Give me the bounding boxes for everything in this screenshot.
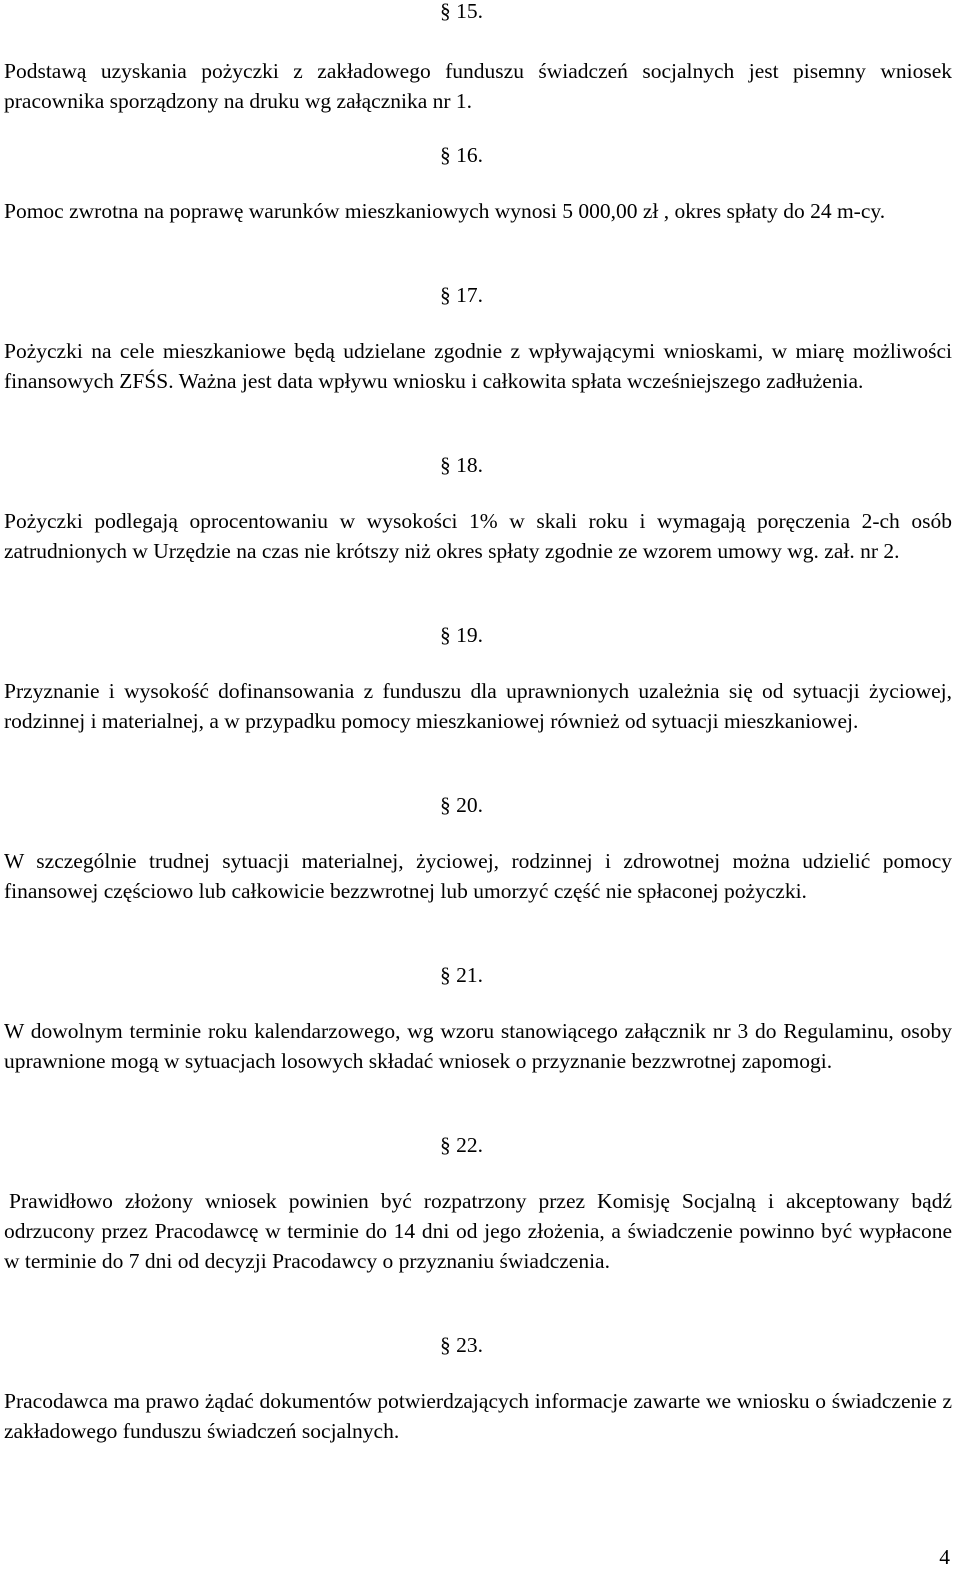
section-text-18: Pożyczki podlegają oprocentowaniu w wysokości 1% w skali roku i wymagają poręczenia 2-ch osób zatrudnionych w Urzędzie na czas nie krótszy niż okres spłaty zgodnie ze wzorem umowy wg. zał. nr 2. [4, 509, 952, 563]
page-number: 4 [939, 1545, 950, 1569]
section-text-20: W szczególnie trudnej sytuacji materialnej, życiowej, rodzinnej i zdrowotnej można udzielić pomocy finansowej częściowo lub całkowicie bezzwrotnej lub umorzyć część nie spłaconej pożyczki. [4, 849, 952, 903]
section-heading-19: § 19. [440, 623, 483, 647]
section-text-22: Prawidłowo złożony wniosek powinien być rozpatrzony przez Komisję Socjalną i akceptowany bądź odrzucony przez Pracodawcę w terminie do 14 dni od jego złożenia, a świadczenie powinno być wypłacone w terminie do 7 dni od decyzji Pracodawcy o przyznaniu świadczenia. [4, 1189, 952, 1273]
section-text-17: Pożyczki na cele mieszkaniowe będą udzielane zgodnie z wpływającymi wnioskami, w miarę możliwości finansowych ZFŚS. Ważna jest data wpływu wniosku i całkowita spłata wcześniejszego zadłużenia. [4, 339, 952, 393]
section-heading-15: § 15. [440, 0, 483, 23]
section-heading-21: § 21. [440, 963, 483, 987]
section-heading-17: § 17. [440, 283, 483, 307]
section-heading-20: § 20. [440, 793, 483, 817]
section-heading-23: § 23. [440, 1333, 483, 1357]
section-heading-22: § 22. [440, 1133, 483, 1157]
section-text-19: Przyznanie i wysokość dofinansowania z funduszu dla uprawnionych uzależnia się od sytuacji życiowej, rodzinnej i materialnej, a w przypadku pomocy mieszkaniowej również od sytuacji mieszkaniowej. [4, 679, 952, 733]
section-text-15: Podstawą uzyskania pożyczki z zakładowego funduszu świadczeń socjalnych jest pisemny wniosek pracownika sporządzony na druku wg załącznika nr 1. [4, 59, 952, 113]
section-text-16: Pomoc zwrotna na poprawę warunków mieszkaniowych wynosi 5 000,00 zł , okres spłaty do 24 m-cy. [4, 199, 886, 223]
section-text-21: W dowolnym terminie roku kalendarzowego, wg wzoru stanowiącego załącznik nr 3 do Regulaminu, osoby uprawnione mogą w sytuacjach losowych składać wniosek o przyznanie bezzwrotnej zapomogi. [4, 1019, 952, 1073]
section-text-23: Pracodawca ma prawo żądać dokumentów potwierdzających informacje zawarte we wniosku o świadczenie z zakładowego funduszu świadczeń socjalnych. [4, 1389, 952, 1443]
section-heading-16: § 16. [440, 143, 483, 167]
section-heading-18: § 18. [440, 453, 483, 477]
